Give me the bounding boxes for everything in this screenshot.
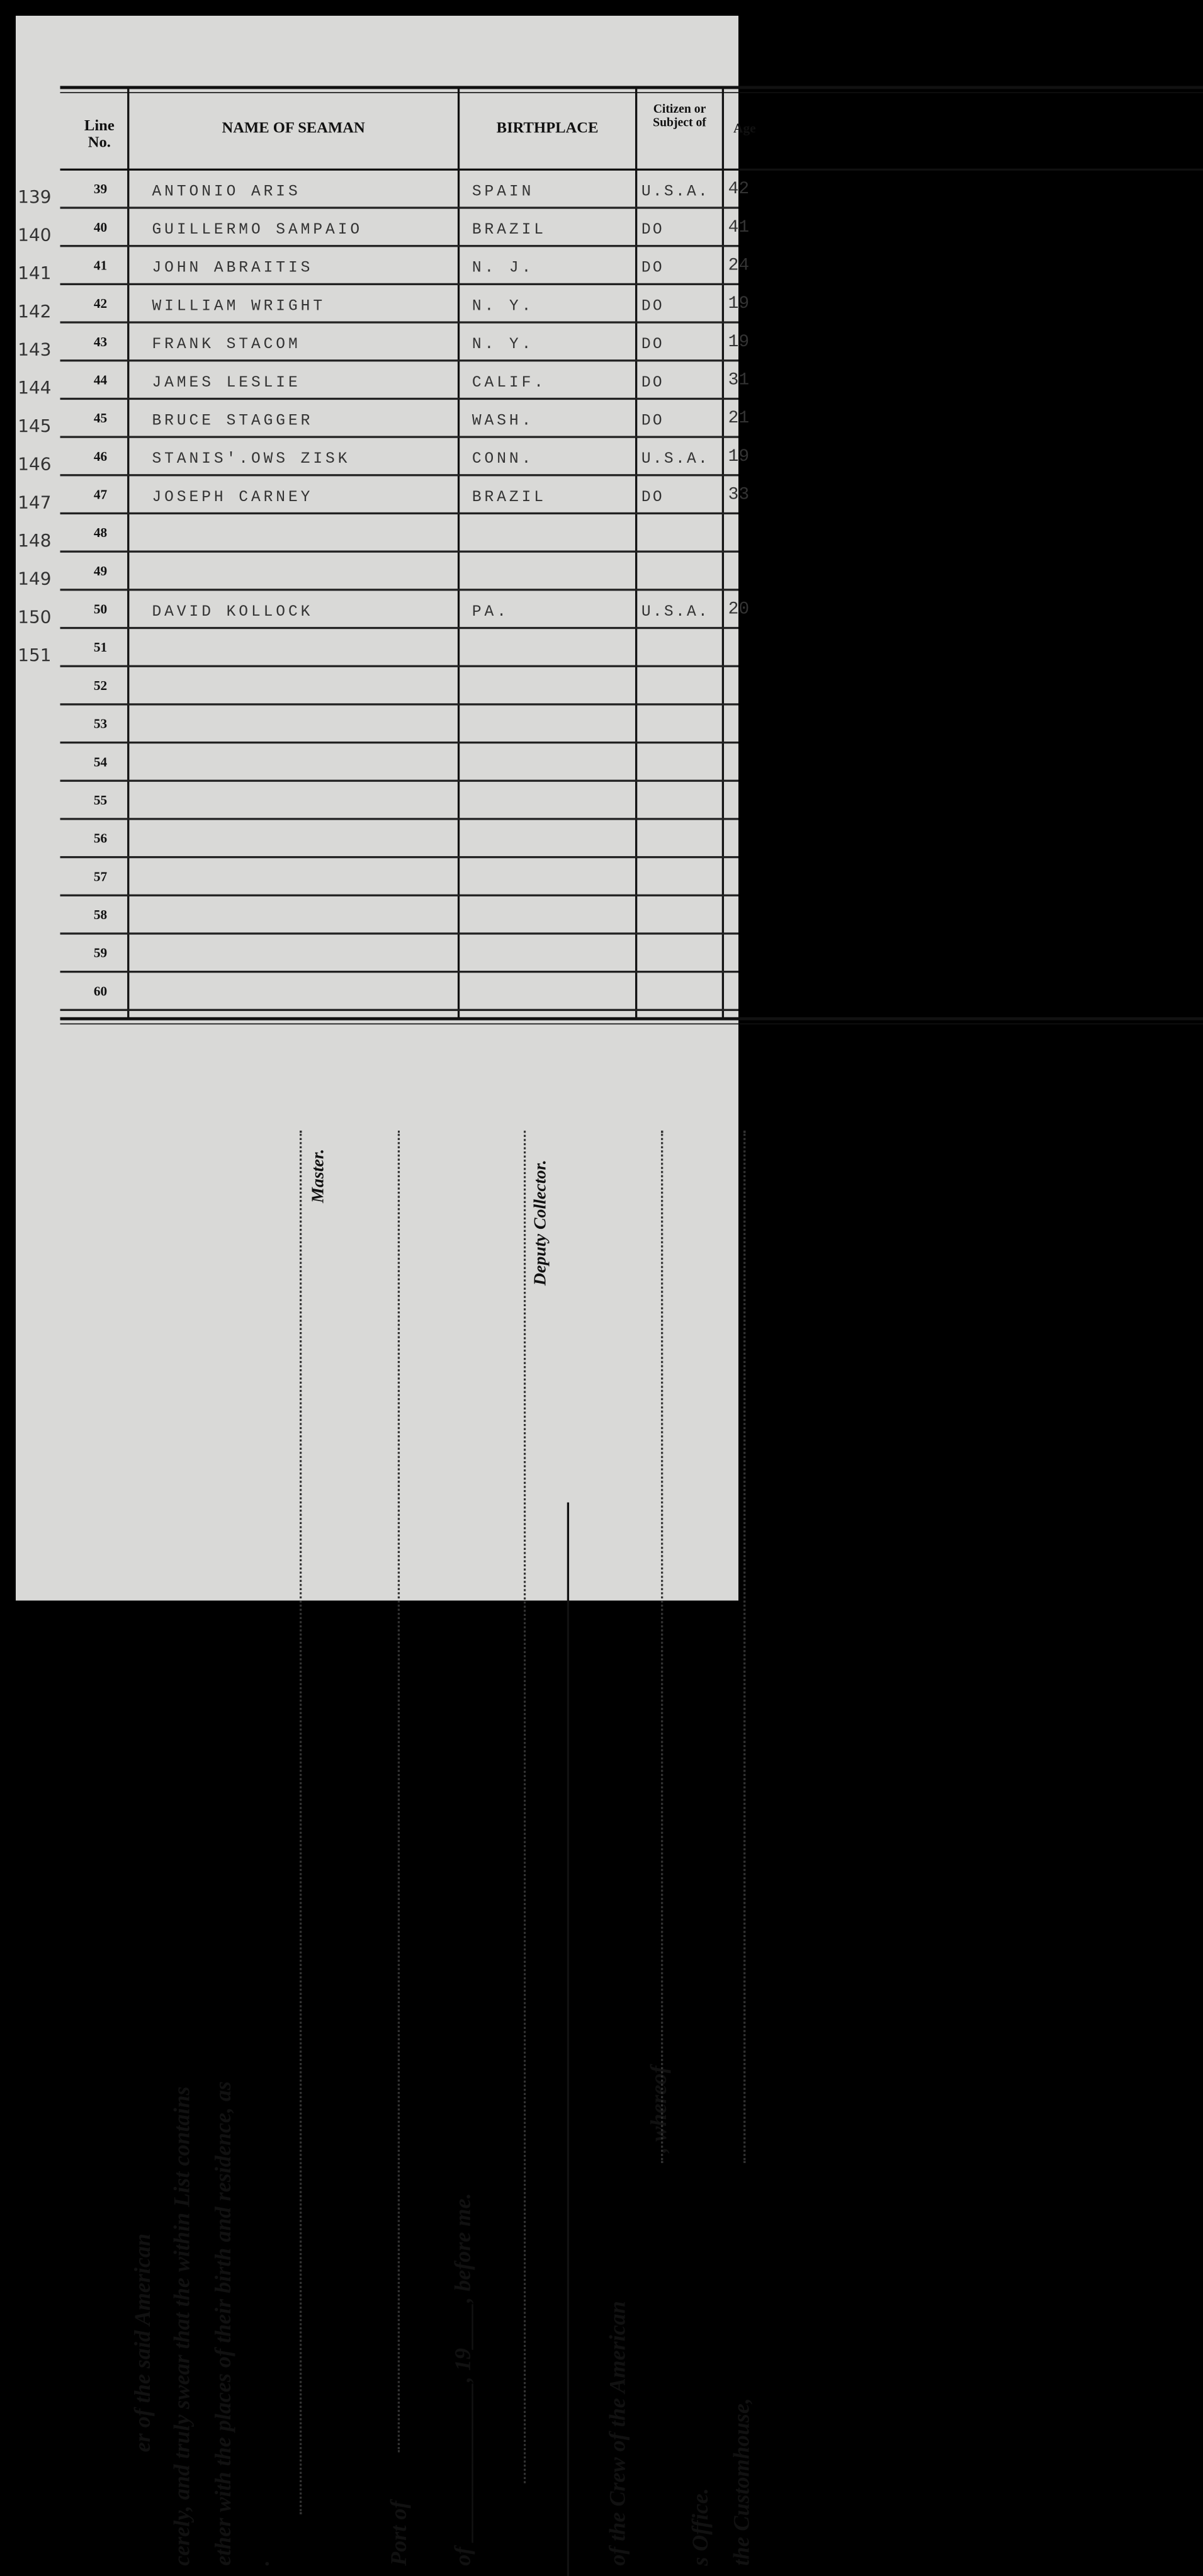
signature-line-master <box>300 1131 302 2514</box>
birthplace: BRAZIL <box>472 221 546 239</box>
table-row <box>16 667 738 706</box>
table-row <box>16 171 750 209</box>
birthplace: CONN. <box>472 450 534 468</box>
table-row <box>16 476 750 514</box>
birthplace: CALIF. <box>472 374 546 392</box>
header-age: Age <box>733 120 756 136</box>
birthplace: SPAIN <box>472 183 534 201</box>
table-row <box>16 324 750 362</box>
line-number: 58 <box>93 907 108 922</box>
oath-col-3: ether with the places of their birth and residence, as <box>210 2081 236 2566</box>
header-name: NAME OF SEAMAN <box>222 120 365 137</box>
table-row <box>16 209 750 247</box>
citizenship: DO <box>641 221 664 239</box>
margin-number: 144 <box>18 378 52 399</box>
margin-number: 147 <box>18 492 52 514</box>
age: 31 <box>728 371 750 391</box>
margin-number: 141 <box>18 263 52 285</box>
margin-number: 142 <box>18 302 52 323</box>
citizenship: DO <box>641 412 664 430</box>
line-number: 55 <box>93 792 108 808</box>
line-number: 54 <box>93 754 108 770</box>
margin-number: 149 <box>18 569 52 590</box>
margin-number: 140 <box>18 225 52 246</box>
age: 21 <box>728 409 750 429</box>
table-row <box>16 820 738 859</box>
port-of-label: Port of <box>385 2500 412 2566</box>
line-number: 49 <box>93 563 108 579</box>
line-number: 60 <box>93 983 108 999</box>
header-citizen: Citizen or Subject of <box>653 101 706 129</box>
table-row <box>16 247 750 285</box>
seaman-name: JOSEPH CARNEY <box>152 489 313 506</box>
header-line-no: Line No. <box>84 118 115 151</box>
line-number: 42 <box>93 295 108 312</box>
table-row <box>16 514 738 553</box>
citizenship: U.S.A. <box>641 603 710 621</box>
citizenship: U.S.A. <box>641 450 710 468</box>
table-row <box>16 285 750 324</box>
table-row <box>16 361 750 400</box>
row-rule <box>60 1009 738 1011</box>
citizenship: U.S.A. <box>641 183 710 201</box>
line-number: 43 <box>93 334 108 349</box>
table-row <box>16 438 750 477</box>
line-number: 44 <box>93 371 108 388</box>
signature-line-deputy <box>524 1131 526 2483</box>
seaman-name: WILLIAM WRIGHT <box>152 297 326 315</box>
age: 41 <box>728 218 750 238</box>
margin-number: 146 <box>18 455 52 475</box>
birthplace: PA. <box>472 603 509 621</box>
oath-col-2: cerely, and truly swear that the within List contains <box>168 2086 195 2566</box>
seaman-name: FRANK STACOM <box>152 336 301 354</box>
table-row <box>16 706 738 744</box>
birthplace: N. J. <box>472 259 534 277</box>
table-row <box>16 935 738 973</box>
margin-number: 145 <box>18 416 52 438</box>
birthplace: WASH. <box>472 412 534 430</box>
table-row <box>16 400 750 438</box>
customhouse-label: the Customhouse, <box>728 2398 754 2566</box>
citizenship: DO <box>641 259 664 277</box>
age: 33 <box>728 485 750 506</box>
table-row <box>16 629 738 667</box>
line-number: 51 <box>93 639 108 655</box>
header-top-rule-thin <box>60 92 1203 93</box>
table-row <box>16 973 738 1011</box>
margin-number: 148 <box>18 531 52 552</box>
margin-number: 151 <box>18 645 52 667</box>
line-number: 45 <box>93 410 108 426</box>
customhouse-line <box>743 1131 745 2163</box>
citizenship: DO <box>641 489 664 506</box>
seaman-name: DAVID KOLLOCK <box>152 603 313 621</box>
seaman-name: STANIS'.OWS ZISK <box>152 450 351 468</box>
whereof-label: , whereof <box>645 2065 672 2153</box>
line-number: 59 <box>93 945 108 961</box>
header-birthplace: BIRTHPLACE <box>496 120 599 137</box>
age: 19 <box>728 294 750 314</box>
line-number: 50 <box>93 601 108 617</box>
margin-number: 139 <box>18 187 52 208</box>
crew-label: of the Crew of the American <box>604 2301 630 2566</box>
margin-number: 150 <box>18 607 52 628</box>
line-number: 40 <box>93 219 108 235</box>
before-me-label: of ______________, 19____, before me. <box>449 2193 475 2566</box>
seaman-name: JOHN ABRAITIS <box>152 259 313 277</box>
age: 19 <box>728 447 750 467</box>
table-bottom-rule-thin <box>60 1024 1203 1025</box>
citizenship: DO <box>641 297 664 315</box>
port-of-line <box>398 1131 400 2452</box>
line-number: 47 <box>93 486 108 502</box>
vertical-rule <box>567 1503 569 2576</box>
table-row <box>16 896 738 935</box>
table-row <box>16 782 738 820</box>
seaman-name: BRUCE STAGGER <box>152 412 313 430</box>
line-number: 46 <box>93 448 108 464</box>
birthplace: N. Y. <box>472 336 534 354</box>
line-number: 48 <box>93 524 108 541</box>
seaman-name: JAMES LESLIE <box>152 374 301 392</box>
age: 42 <box>728 179 750 200</box>
oath-col-4: . <box>248 2560 274 2566</box>
seaman-name: GUILLERMO SAMPAIO <box>152 221 363 239</box>
line-number: 57 <box>93 868 108 884</box>
birthplace: N. Y. <box>472 297 534 315</box>
seaman-name: ANTONIO ARIS <box>152 183 301 201</box>
age: 20 <box>728 600 750 620</box>
line-number: 39 <box>93 181 108 196</box>
table-row <box>16 553 738 591</box>
citizenship: DO <box>641 336 664 354</box>
birthplace: BRAZIL <box>472 489 546 506</box>
table-row <box>16 743 738 782</box>
line-number: 41 <box>93 257 108 273</box>
master-label: Master. <box>308 1149 328 1203</box>
table-row <box>16 590 750 629</box>
age: 19 <box>728 332 750 353</box>
line-number: 56 <box>93 830 108 846</box>
document-page <box>16 16 756 2566</box>
line-number: 52 <box>93 677 108 693</box>
margin-number: 143 <box>18 339 52 361</box>
deputy-collector-label: Deputy Collector. <box>529 1160 550 1286</box>
citizenship: DO <box>641 374 664 392</box>
oath-col-1: er of the said American <box>129 2233 155 2453</box>
table-bottom-rule <box>60 1017 1203 1020</box>
table-row <box>16 858 738 896</box>
header-top-rule <box>60 86 1203 89</box>
whereof-line <box>661 1131 663 2163</box>
office-label: s Office. <box>687 2488 713 2566</box>
line-number: 53 <box>93 715 108 732</box>
age: 24 <box>728 256 750 276</box>
